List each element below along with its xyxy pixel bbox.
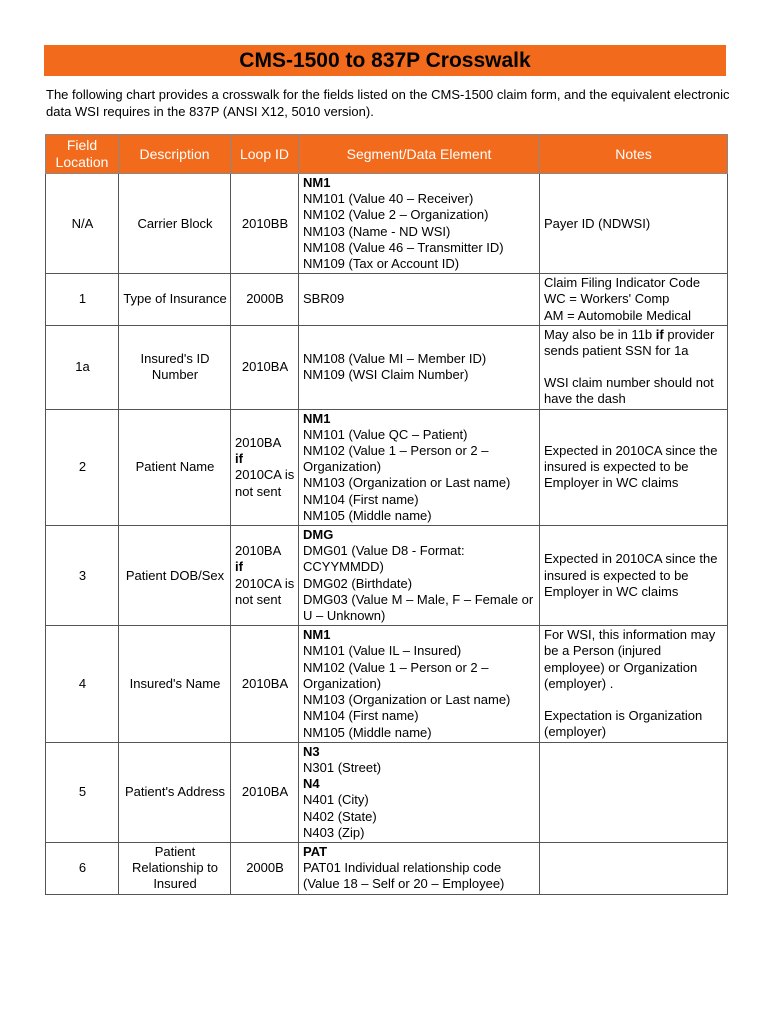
- field-location-cell: 5: [46, 742, 119, 842]
- segment-cell: [299, 409, 540, 525]
- notes-line: [544, 327, 724, 359]
- segment-cell: [299, 274, 540, 326]
- segment-line: NM105 (Middle name): [303, 724, 432, 740]
- notes-line: Expected in 2010CA since the insured is expected to be Employer in WC claims: [544, 551, 718, 599]
- notes-cell: [540, 325, 728, 409]
- segment-line: DMG: [303, 527, 334, 543]
- header-segment: Segment/Data Element: [299, 135, 540, 174]
- header-notes: Notes: [540, 135, 728, 174]
- segment-line: N3: [303, 743, 320, 759]
- segment-line: DMG02 (Birthdate): [303, 575, 413, 591]
- table-row: [46, 842, 728, 894]
- segment-line: NM1: [303, 627, 331, 643]
- segment-line: DMG03 (Value M – Male, F – Female or U – Unknown): [303, 591, 534, 624]
- loop-id-cell: 2000B: [231, 842, 299, 894]
- field-location-cell: 2: [46, 409, 119, 525]
- segment-line: N403 (Zip): [303, 824, 365, 840]
- notes-line: Claim Filing Indicator Code: [544, 275, 701, 291]
- segment-line: N402 (State): [303, 808, 377, 824]
- notes-line: Payer ID (NDWSI): [544, 215, 651, 231]
- segment-line: PAT: [303, 843, 328, 859]
- notes-line: For WSI, this information may be a Person (injured employee) or Organization (employer) .: [544, 627, 716, 691]
- crosswalk-table: [45, 134, 728, 895]
- notes-line: WC = Workers' Comp: [544, 291, 670, 307]
- loop-text: 2010BA: [235, 543, 282, 559]
- notes-line: Expected in 2010CA since the insured is expected to be Employer in WC claims: [544, 443, 718, 491]
- description-cell: Patient Name: [119, 409, 231, 525]
- segment-line: NM102 (Value 1 – Person or 2 – Organization): [303, 443, 489, 475]
- title-banner: [44, 45, 726, 76]
- field-location-cell: 1: [46, 274, 119, 326]
- segment-line: N4: [303, 776, 320, 792]
- segment-line: N401 (City): [303, 792, 369, 808]
- table-row: [46, 274, 728, 326]
- table-header-row: [46, 135, 728, 174]
- loop-id-cell: 2000B: [231, 274, 299, 326]
- segment-line: NM101 (Value 40 – Receiver): [303, 191, 474, 207]
- segment-cell: [299, 626, 540, 742]
- notes-text: provider sends patient SSN for 1a: [544, 326, 715, 359]
- loop-text: 2010BA: [235, 434, 282, 450]
- segment-line: NM101 (Value QC – Patient): [303, 426, 468, 442]
- segment-line: NM109 (Tax or Account ID): [303, 256, 460, 272]
- description-cell: Type of Insurance: [119, 274, 231, 326]
- table-row: [46, 325, 728, 409]
- field-location-cell: 3: [46, 526, 119, 626]
- notes-line: Expectation is Organization (employer): [544, 708, 703, 740]
- segment-line: NM103 (Organization or Last name): [303, 475, 511, 491]
- loop-if: if: [235, 559, 243, 575]
- loop-id-cell: [231, 409, 299, 525]
- segment-line: NM101 (Value IL – Insured): [303, 643, 462, 659]
- description-cell: Insured's Name: [119, 626, 231, 742]
- description-cell: Patient's Address: [119, 742, 231, 842]
- notes-cell: [540, 842, 728, 894]
- segment-line: NM102 (Value 1 – Person or 2 – Organization): [303, 659, 489, 691]
- description-cell: Patient DOB/Sex: [119, 526, 231, 626]
- segment-line: (Value 18 – Self or 20 – Employee): [303, 876, 505, 892]
- segment-cell: [299, 742, 540, 842]
- loop-id-cell: 2010BA: [231, 742, 299, 842]
- header-description: Description: [119, 135, 231, 174]
- loop-if: if: [235, 451, 243, 467]
- notes-cell: [540, 742, 728, 842]
- description-cell: Carrier Block: [119, 174, 231, 274]
- loop-id-cell: [231, 526, 299, 626]
- loop-id-cell: 2010BB: [231, 174, 299, 274]
- notes-cell: [540, 626, 728, 742]
- notes-bold: if: [655, 326, 664, 342]
- segment-line: NM105 (Middle name): [303, 507, 432, 523]
- segment-line: NM108 (Value MI – Member ID): [303, 351, 487, 367]
- field-location-cell: N/A: [46, 174, 119, 274]
- notes-line: AM = Automobile Medical: [544, 307, 692, 323]
- segment-cell: [299, 174, 540, 274]
- segment-line: NM109 (WSI Claim Number): [303, 367, 469, 383]
- notes-cell: [540, 174, 728, 274]
- notes-line: WSI claim number should not have the dash: [544, 375, 714, 407]
- segment-line: N301 (Street): [303, 759, 382, 775]
- table-row: [46, 742, 728, 842]
- description-cell: Insured's ID Number: [119, 325, 231, 409]
- segment-line: PAT01 Individual relationship code: [303, 860, 502, 876]
- segment-cell: [299, 325, 540, 409]
- intro-paragraph: The following chart provides a crosswalk for the fields listed on the CMS-1500 claim form, and the equivalent electronic data WSI requires in the 837P (ANSI X12, 5010 version).: [46, 87, 730, 119]
- segment-line: NM1: [303, 175, 331, 190]
- table-row: [46, 526, 728, 626]
- notes-text: May also be in 11b: [544, 326, 656, 342]
- segment-cell: [299, 842, 540, 894]
- segment-line: DMG01 (Value D8 - Format: CCYYMMDD): [303, 543, 465, 575]
- field-location-cell: 6: [46, 842, 119, 894]
- loop-text: 2010CA is not sent: [235, 467, 295, 499]
- segment-line: NM104 (First name): [303, 491, 419, 507]
- segment-line: NM103 (Name - ND WSI): [303, 223, 451, 239]
- field-location-cell: 1a: [46, 325, 119, 409]
- loop-id-cell: 2010BA: [231, 325, 299, 409]
- segment-line: NM104 (First name): [303, 708, 419, 724]
- segment-cell: [299, 526, 540, 626]
- segment-line: NM108 (Value 46 – Transmitter ID): [303, 239, 504, 255]
- segment-line: NM103 (Organization or Last name): [303, 692, 511, 708]
- table-row: [46, 409, 728, 525]
- header-field-location: Field Location: [46, 135, 119, 174]
- description-cell: Patient Relationship to Insured: [119, 842, 231, 894]
- segment-line: NM102 (Value 2 – Organization): [303, 207, 489, 223]
- notes-cell: [540, 526, 728, 626]
- notes-cell: [540, 274, 728, 326]
- table-row: [46, 174, 728, 274]
- segment-line: SBR09: [303, 291, 345, 307]
- header-loop-id: Loop ID: [231, 135, 299, 174]
- page-title: CMS-1500 to 837P Crosswalk: [239, 48, 531, 72]
- segment-line: NM1: [303, 410, 331, 426]
- table-row: [46, 626, 728, 742]
- loop-text: 2010CA is not sent: [235, 575, 295, 607]
- field-location-cell: 4: [46, 626, 119, 742]
- notes-cell: [540, 409, 728, 525]
- loop-id-cell: 2010BA: [231, 626, 299, 742]
